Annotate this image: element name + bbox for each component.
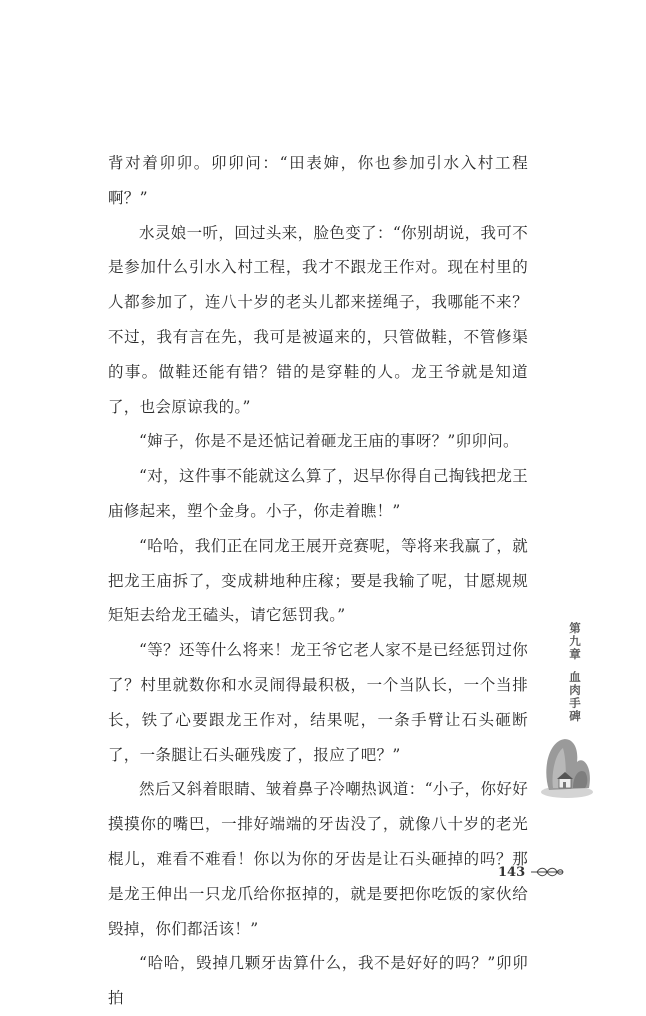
running-head-vertical [566,622,584,723]
side-label-char: 九 [569,634,581,648]
page-footer [498,862,565,882]
chapter-label [566,622,584,661]
leaf-ornament-icon [529,864,565,880]
paragraph: 水灵娘一听，回过头来，脸色变了：“你别胡说，我可不是参加什么引水入村工程，我才不跟龙王作对。现在村里的人都参加了，连八十岁的老头儿都来搓绳子，我哪能不来？不过，我有言在先，我可是被逼来的，只管做鞋，不管修渠的事。做鞋还能有错？错的是穿鞋的人。龙王爷就是知道了，也会原谅我的。” [108,223,528,416]
paragraph: “婶子，你是不是还惦记着砸龙王庙的事呀？”卯卯问。 [139,432,519,451]
body-text [108,146,528,1016]
side-label-char: 肉 [569,683,581,697]
side-label-char: 血 [569,670,581,684]
paragraph: 背对着卯卯。卯卯问：“田表婶，你也参加引水入村工程啊？” [108,154,528,207]
paragraph: “哈哈，毁掉几颗牙齿算什么，我不是好好的吗？”卯卯拍 [108,954,528,1008]
side-label-char: 章 [569,647,581,661]
tree-house-illustration [537,732,597,802]
side-label-char: 手 [569,696,581,710]
paragraph: 然后又斜着眼睛、皱着鼻子冷嘲热讽道：“小子，你好好摸摸你的嘴巴，一排好端端的牙齿没了，就像八十岁的老光棍儿，难看不难看！你以为你的牙齿是让石头砸掉的吗？那是龙王伸出一只龙爪给你抠掉的，就是要把你吃饭的家伙给毁掉，你们都活该！” [108,780,528,938]
page-number: 143 [498,864,526,880]
side-label-char: 第 [569,621,581,635]
chapter-title-label [566,671,584,723]
paragraph: “对，这件事不能就这么算了，迟早你得自己掏钱把龙王庙修起来，塑个金身。小子，你走着瞧！” [108,467,528,520]
side-label-char: 碑 [569,709,581,723]
paragraph: “哈哈，我们正在同龙王展开竞赛呢，等将来我赢了，就把龙王庙拆了，变成耕地种庄稼；要是我输了呢，甘愿规规矩矩去给龙王磕头，请它惩罚我。” [108,536,528,625]
paragraph: “等？还等什么将来！龙王爷它老人家不是已经惩罚过你了？村里就数你和水灵闹得最积极，一个当队长，一个当排长，铁了心要跟龙王作对，结果呢，一条手臂让石头砸断了，一条腿让石头砸残废了，报应了吧？” [108,641,528,764]
